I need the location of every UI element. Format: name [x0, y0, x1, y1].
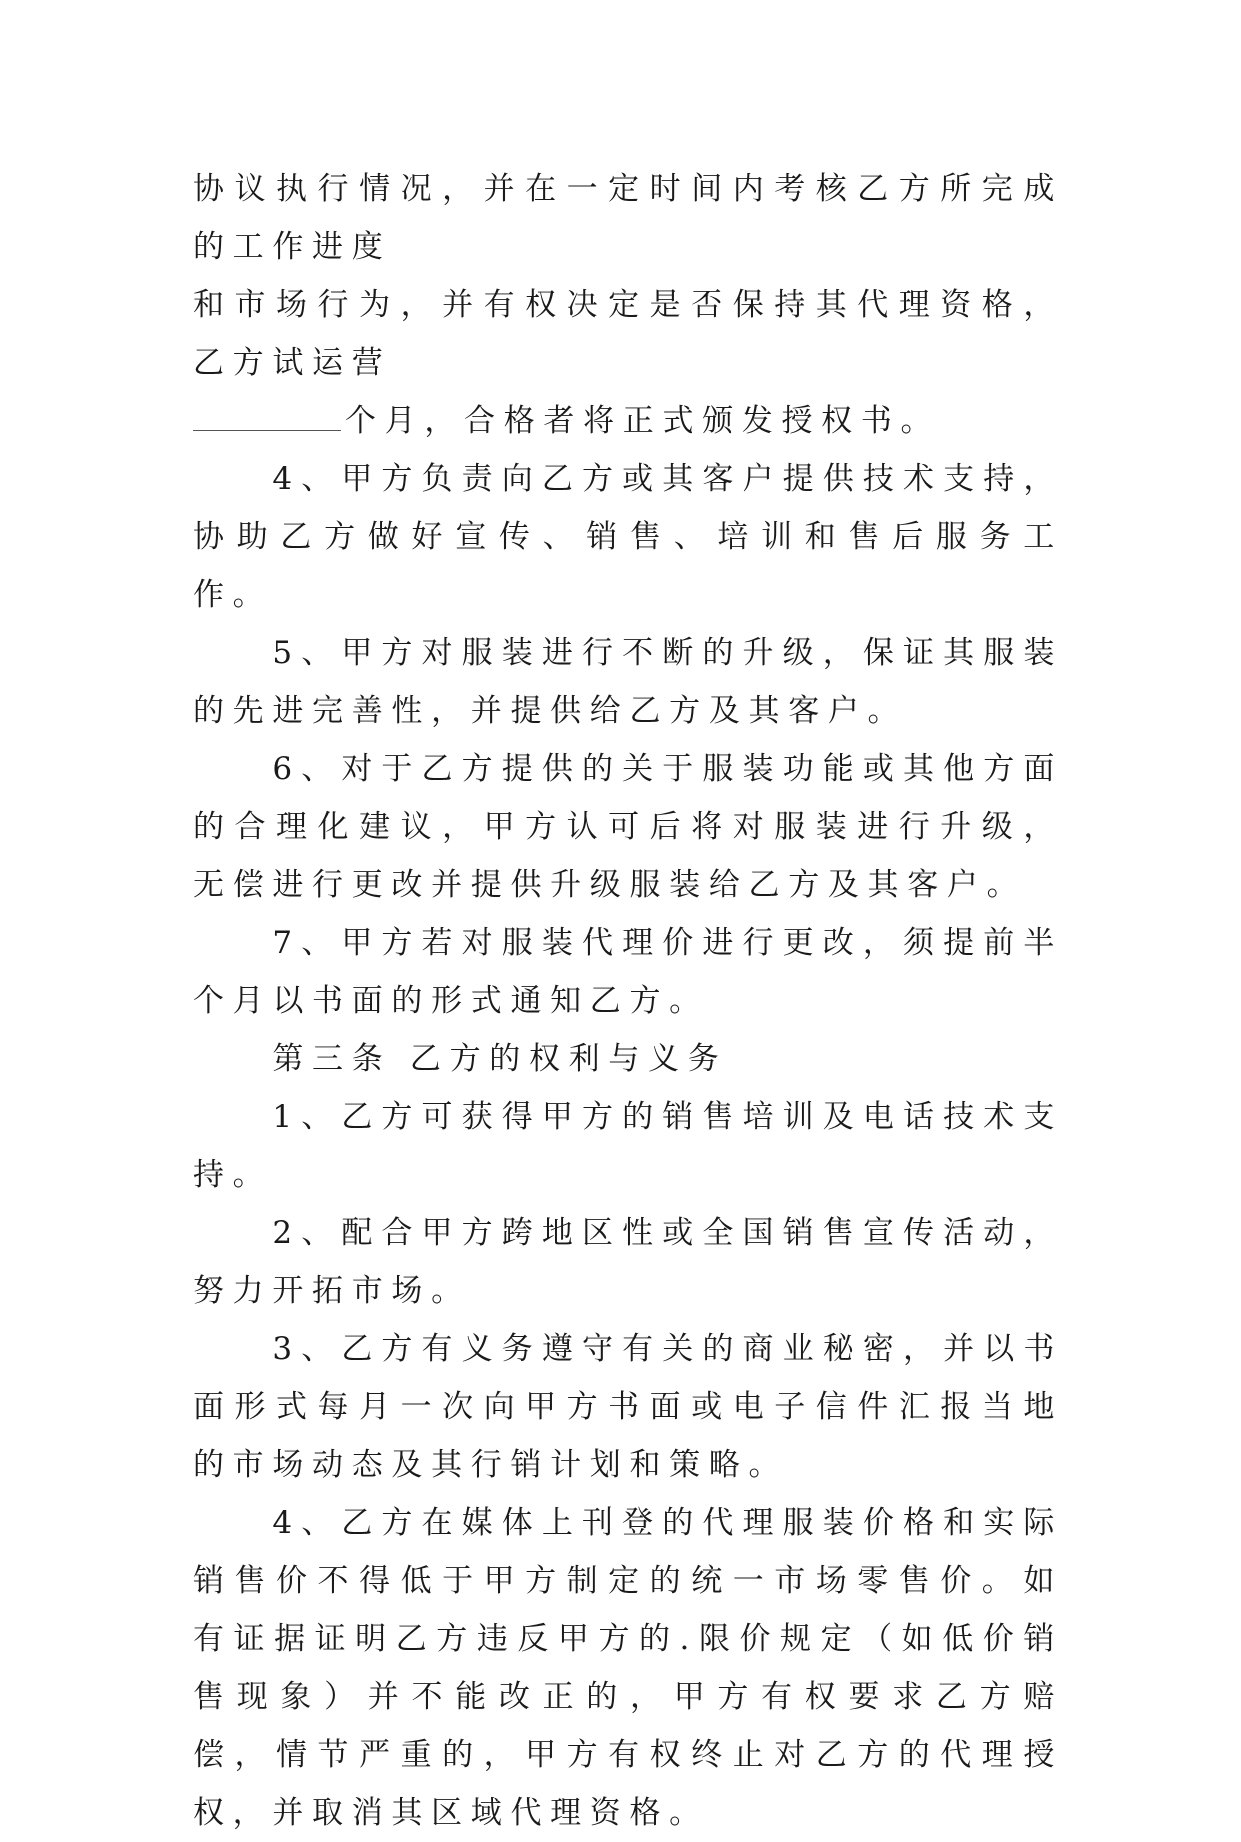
clause-party-a-4: 4、甲方负责向乙方或其客户提供技术支持，协助乙方做好宣传、销售、培训和售后服务工作。: [193, 461, 1063, 613]
clause-party-a-6: 6、对于乙方提供的关于服装功能或其他方面的合理化建议，甲方认可后将对服装进行升级，无偿进行更改并提供升级服装给乙方及其客户。: [193, 751, 1063, 903]
clause-party-a-5: 5、甲方对服装进行不断的升级，保证其服装的先进完善性，并提供给乙方及其客户。: [193, 635, 1063, 729]
document-body: [193, 160, 1063, 1842]
clause-party-b-3: 3、乙方有义务遵守有关的商业秘密，并以书面形式每月一次向甲方书面或电子信件汇报当地的市场动态及其行销计划和策略。: [193, 1331, 1063, 1483]
paragraph-continued-line-1: 协议执行情况，并在一定时间内考核乙方所完成的工作进度: [193, 171, 1063, 265]
clause-party-b-4: 4、乙方在媒体上刊登的代理服装价格和实际销售价不得低于甲方制定的统一市场零售价。如有证据证明乙方违反甲方的.限价规定（如低价销售现象）并不能改正的，甲方有权要求乙方赔偿，情节严重的，甲方有权终止对乙方的代理授权，并取消其区域代理资格。: [193, 1505, 1063, 1831]
clause-party-b-2: 2、配合甲方跨地区性或全国销售宣传活动，努力开拓市场。: [193, 1215, 1063, 1309]
paragraph-continued-line-2: 和市场行为，并有权决定是否保持其代理资格，乙方试运营: [193, 287, 1063, 381]
paragraph-continued-line-3: 个月，合格者将正式颁发授权书。: [345, 403, 941, 439]
section-heading-article-3: 第三条 乙方的权利与义务: [272, 1041, 728, 1077]
paragraph-continued: [193, 160, 1063, 450]
clause-party-b-1: 1、乙方可获得甲方的销售培训及电话技术支持。: [193, 1099, 1063, 1193]
fill-in-blank-months: [193, 404, 341, 431]
clause-party-a-7: 7、甲方若对服装代理价进行更改，须提前半个月以书面的形式通知乙方。: [193, 925, 1063, 1019]
